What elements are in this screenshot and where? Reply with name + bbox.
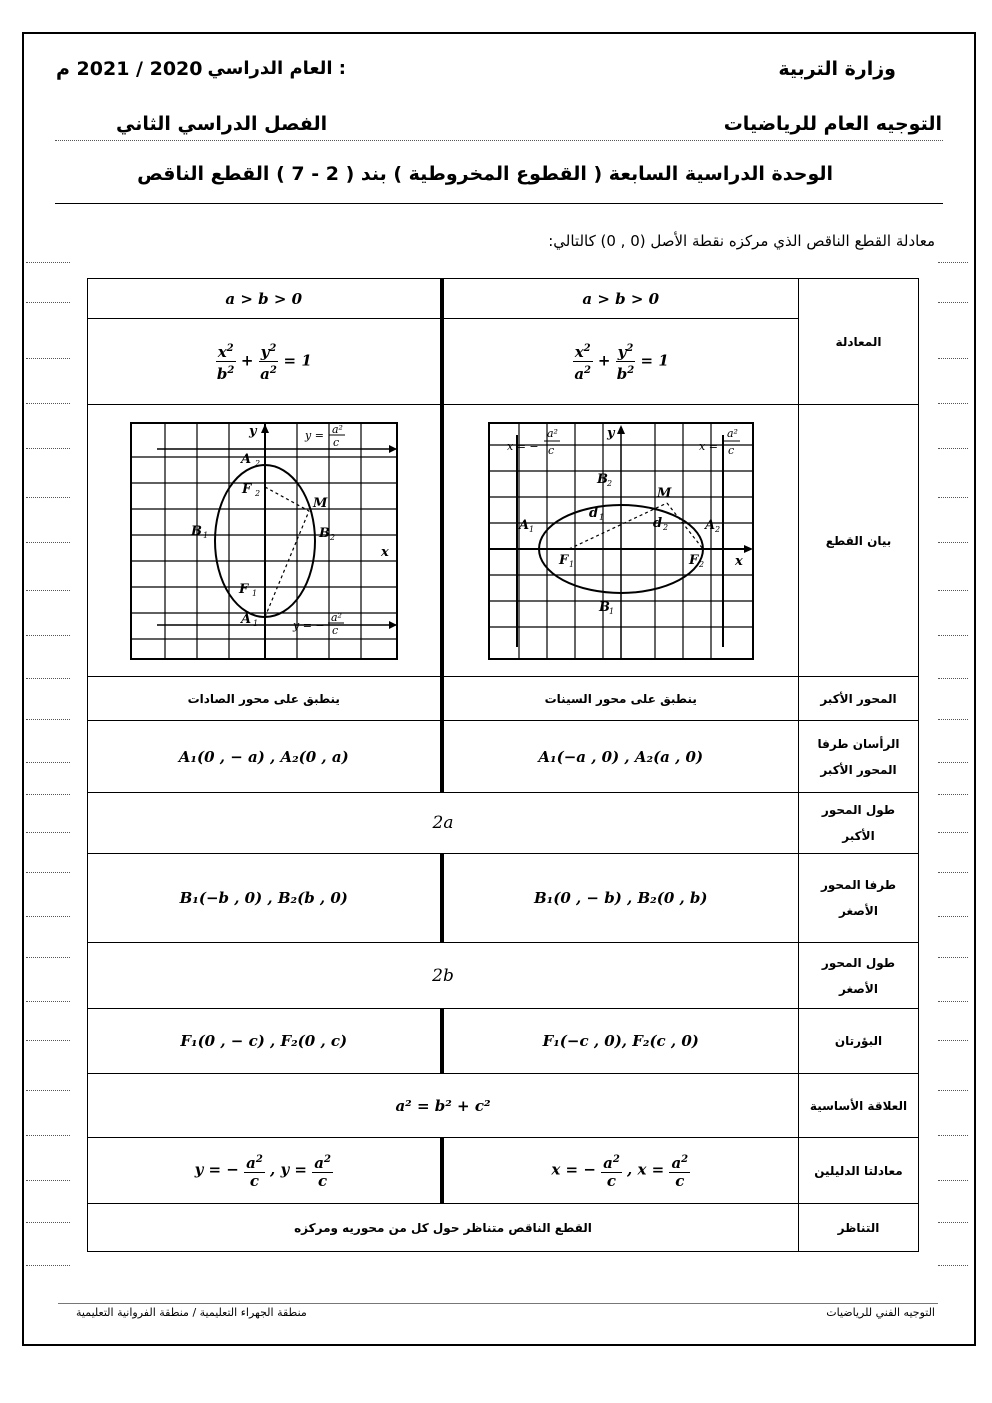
margin-dotted-line (938, 590, 968, 591)
year-value: 2020 / 2021 م (56, 58, 203, 80)
margin-dotted-line (938, 358, 968, 359)
directrices-left: y = − $\frac{a^2}{c}$ , y = $\frac{a^2}{c}$ (88, 1138, 442, 1204)
svg-text:1: 1 (251, 588, 257, 598)
margin-dotted-line (938, 497, 968, 498)
margin-dotted-line (938, 1222, 968, 1223)
graph-v-label-F2: F (241, 481, 251, 497)
margin-dotted-line (26, 262, 70, 263)
margin-dotted-line (26, 678, 70, 679)
graph-vertical-cell (88, 405, 442, 677)
vertical-ellipse-graph (129, 421, 399, 661)
graph-v-label-A2: A (240, 451, 251, 467)
margin-dotted-line (938, 872, 968, 873)
margin-dotted-line (26, 957, 70, 958)
minor-ends-right: B₁(0 , − b) , B₂(0 , b) (442, 854, 799, 943)
svg-text:x =: x = (698, 439, 718, 453)
horizontal-ellipse-graph (487, 421, 755, 661)
footer-line (58, 1303, 938, 1304)
svg-text:2: 2 (714, 524, 720, 534)
margin-dotted-line (938, 262, 968, 263)
margin-dotted-line (26, 1040, 70, 1041)
graph-v-label-A1: A (240, 611, 251, 627)
margin-dotted-line (26, 1001, 70, 1002)
vertices-right: A₁(−a , 0) , A₂(a , 0) (442, 721, 799, 793)
margin-dotted-line (26, 497, 70, 498)
margin-dotted-line (26, 448, 70, 449)
margin-dotted-line (26, 794, 70, 795)
margin-dotted-line (26, 358, 70, 359)
margin-dotted-line (26, 832, 70, 833)
margin-dotted-line (26, 542, 70, 543)
margin-dotted-line (938, 403, 968, 404)
margin-dotted-line (26, 590, 70, 591)
label-symmetry: التناظر (799, 1204, 919, 1252)
margin-dotted-line (938, 1180, 968, 1181)
title-underline (55, 203, 943, 204)
svg-text:1: 1 (598, 512, 604, 522)
margin-dotted-line (26, 762, 70, 763)
margin-dotted-line (26, 1222, 70, 1223)
svg-text:c: c (727, 443, 734, 457)
svg-text:a²: a² (330, 610, 342, 624)
margin-dotted-line (938, 302, 968, 303)
department-title: التوجيه العام للرياضيات (723, 113, 942, 135)
margin-dotted-line (26, 1135, 70, 1136)
foci-right: F₁(−c , 0), F₂(c , 0) (442, 1009, 799, 1074)
svg-text:a²: a² (546, 426, 558, 440)
major-axis-right: ينطبق على محور السينات (442, 677, 799, 721)
intro-text: معادلة القطع الناقص الذي مركزه نقطة الأصل (0 , 0) كالتالي: (548, 232, 935, 250)
footer-right: التوجيه الفني للرياضيات (826, 1306, 935, 1319)
margin-dotted-line (938, 448, 968, 449)
footer-left: منطقة الجهراء التعليمية / منطقة الفروانية التعليمية (76, 1306, 307, 1319)
graph-h-label-d2: d (652, 515, 662, 531)
graph-v-label-x: x (380, 544, 389, 560)
svg-text:x = −: x = − (506, 439, 539, 453)
graph-v-label-B2: B (318, 525, 330, 541)
svg-text:2: 2 (329, 532, 335, 542)
label-foci: البؤرتان (799, 1009, 919, 1074)
margin-dotted-line (26, 916, 70, 917)
margin-dotted-line (26, 302, 70, 303)
unit-title: الوحدة الدراسية السابعة ( القطوع المخروطية ) بند ( 2 - 7 ) القطع الناقص (137, 163, 833, 185)
svg-text:1: 1 (608, 606, 614, 616)
vertices-left: A₁(0 , − a) , A₂(0 , a) (88, 721, 442, 793)
margin-dotted-line (26, 719, 70, 720)
margin-dotted-line (938, 957, 968, 958)
margin-dotted-line (938, 678, 968, 679)
graph-h-label-F1: F (558, 552, 568, 568)
equation-horizontal: $\frac{x^2}{a^2}$ + $\frac{y^2}{b^2}$ = 1 (442, 319, 799, 405)
svg-text:a²: a² (726, 426, 738, 440)
label-minor-ends: طرفا المحور الأصغر (799, 854, 919, 943)
svg-text:2: 2 (254, 488, 260, 498)
svg-text:c: c (331, 623, 338, 637)
svg-text:2: 2 (606, 478, 612, 488)
minor-ends-left: B₁(−b , 0) , B₂(b , 0) (88, 854, 442, 943)
margin-dotted-line (26, 1180, 70, 1181)
condition-left: a > b > 0 (88, 279, 442, 319)
svg-text:y = −: y = − (292, 618, 325, 632)
graph-h-label-B2: B (596, 471, 608, 487)
label-major-axis: المحور الأكبر (799, 677, 919, 721)
major-axis-left: ينطبق على محور الصادات (88, 677, 442, 721)
graph-h-label-B1: B (598, 599, 610, 615)
label-major-length: طول المحور الأكبر (799, 793, 919, 854)
margin-dotted-line (938, 1135, 968, 1136)
equation-vertical: $\frac{x^2}{b^2}$ + $\frac{y^2}{a^2}$ = 1 (88, 319, 442, 405)
graph-h-label-A2: A (704, 517, 715, 533)
svg-text:1: 1 (252, 618, 258, 628)
label-vertices: الرأسان طرفا المحور الأكبر (799, 721, 919, 793)
directrices-right: x = − $\frac{a^2}{c}$ , x = $\frac{a^2}{c}$ (442, 1138, 799, 1204)
minor-axis-length: 2b (88, 943, 799, 1009)
graph-horizontal-cell (442, 405, 799, 677)
graph-h-label-x: x (734, 553, 743, 569)
margin-dotted-line (938, 1090, 968, 1091)
label-directrices: معادلتا الدليلين (799, 1138, 919, 1204)
margin-dotted-line (938, 762, 968, 763)
svg-text:2: 2 (254, 458, 260, 468)
margin-dotted-line (938, 719, 968, 720)
graph-h-label-d1: d (588, 505, 598, 521)
semester-title: الفصل الدراسي الثاني (116, 113, 328, 135)
graph-h-label-A1: A (518, 517, 529, 533)
margin-dotted-line (26, 403, 70, 404)
year-label: العام الدراسي : (207, 58, 346, 79)
margin-dotted-line (26, 1090, 70, 1091)
svg-text:1: 1 (528, 524, 534, 534)
basic-relation: a² = b² + c² (88, 1074, 799, 1138)
svg-text:a²: a² (331, 422, 343, 436)
margin-dotted-line (938, 1001, 968, 1002)
graph-h-label-y: y (606, 425, 615, 441)
label-minor-length: طول المحور الأصغر (799, 943, 919, 1009)
svg-text:2: 2 (662, 522, 668, 532)
graph-v-label-F1: F (238, 581, 248, 597)
margin-dotted-line (26, 872, 70, 873)
margin-dotted-line (26, 635, 70, 636)
graph-h-label-M: M (656, 485, 672, 501)
symmetry-text: القطع الناقص متناظر حول كل من محوريه ومركزه (88, 1204, 799, 1252)
ellipse-table (87, 278, 919, 1252)
svg-text:1: 1 (202, 530, 208, 540)
svg-text:c: c (547, 443, 554, 457)
label-graph: بيان القطع (799, 405, 919, 677)
ministry-title: وزارة التربية (778, 58, 896, 80)
label-relation: العلاقة الأساسية (799, 1074, 919, 1138)
margin-dotted-line (26, 1265, 70, 1266)
svg-text:y =: y = (304, 428, 324, 442)
svg-text:2: 2 (698, 559, 704, 569)
margin-dotted-line (938, 542, 968, 543)
major-axis-length: 2a (88, 793, 799, 854)
margin-dotted-line (938, 635, 968, 636)
header-divider (55, 140, 943, 141)
margin-dotted-line (938, 916, 968, 917)
svg-text:1: 1 (568, 559, 574, 569)
condition-right: a > b > 0 (442, 279, 799, 319)
graph-v-label-y: y (248, 423, 257, 439)
label-equation: المعادلة (799, 279, 919, 405)
graph-h-label-F2: F (688, 552, 698, 568)
svg-text:c: c (332, 435, 339, 449)
graph-v-label-B1: B (190, 523, 202, 539)
foci-left: F₁(0 , − c) , F₂(0 , c) (88, 1009, 442, 1074)
graph-v-label-M: M (312, 495, 328, 511)
margin-dotted-line (938, 1265, 968, 1266)
margin-dotted-line (938, 794, 968, 795)
margin-dotted-line (938, 1040, 968, 1041)
margin-dotted-line (938, 832, 968, 833)
